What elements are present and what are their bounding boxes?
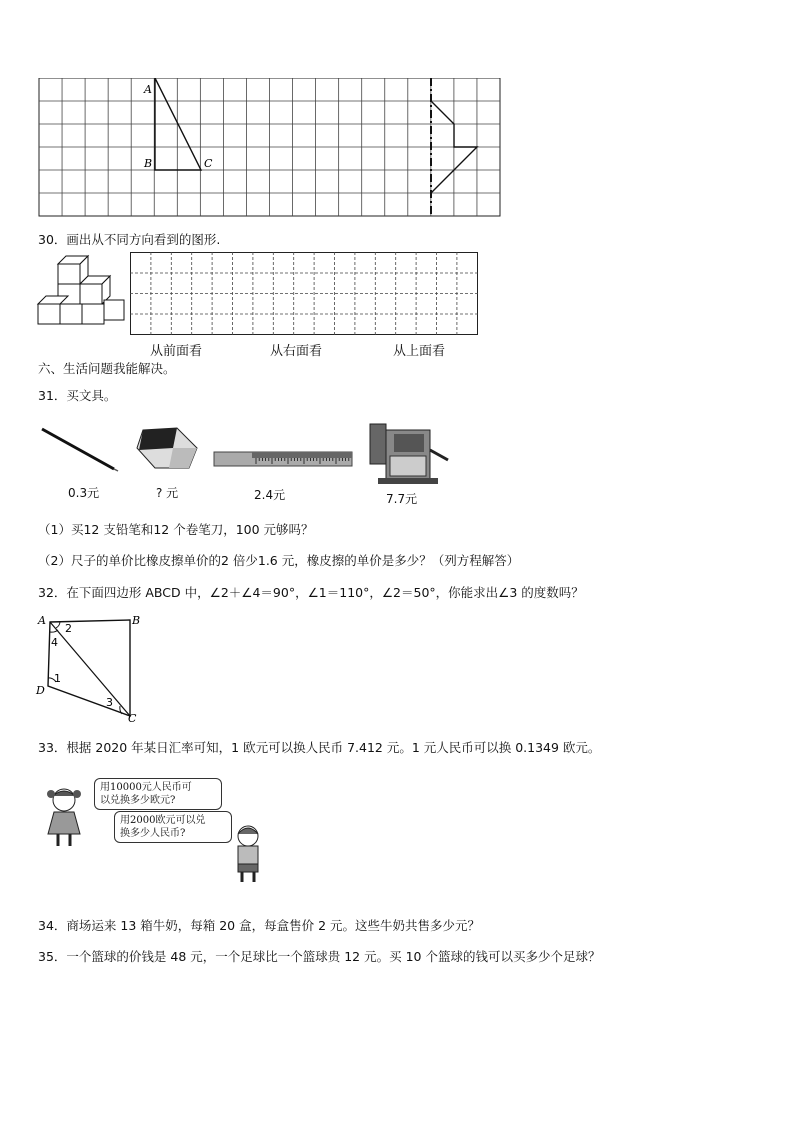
q33-text: 33．根据 2020 年某日汇率可知，1 欧元可以换人民币 7.412 元。1 元人民币可以换 0.1349 欧元。	[38, 740, 601, 755]
bubble2-line1: 用2000欧元可以兑	[120, 815, 206, 826]
price-ruler: 2.4元	[254, 488, 286, 502]
bubble1-line2: 以兑换多少欧元?	[100, 795, 176, 806]
ruler-image	[212, 446, 354, 472]
quadrilateral-abcd	[34, 612, 150, 724]
boy-speech-bubble	[114, 811, 232, 843]
label-c: C	[204, 157, 213, 170]
drawing-grid	[130, 252, 479, 336]
price-sharpener: 7.7元	[386, 492, 418, 506]
q32-text: 32．在下面四边形 ABCD 中，∠2＋∠4＝90°，∠1＝110°，∠2＝50°，你能求出∠3 的度数吗？	[38, 585, 584, 600]
transform-grid	[38, 78, 502, 218]
q35-text: 35．一个篮球的价钱是 48 元，一个足球比一个篮球贵 12 元。买 10 个篮球的钱可以买多少个足球？	[38, 949, 601, 964]
angle-4: 4	[51, 636, 58, 649]
q30-text: 30．画出从不同方向看到的图形.	[38, 232, 221, 247]
angle-2: 2	[65, 622, 72, 635]
q34-text: 34．商场运来 13 箱牛奶，每箱 20 盒，每盒售价 2 元。这些牛奶共售多少元？	[38, 918, 481, 933]
pencil-image	[40, 425, 120, 473]
view-right-label: 从右面看	[270, 344, 323, 359]
angle-3: 3	[106, 696, 113, 709]
section6-title: 六、生活问题我能解决。	[38, 361, 176, 376]
label-b: B	[144, 157, 153, 170]
q31-sub1: （1）买12 支铅笔和12 个卷笔刀，100 元够吗？	[38, 522, 314, 537]
eraser-image	[133, 426, 201, 472]
view-front-label: 从前面看	[150, 344, 203, 359]
label-a: A	[144, 83, 152, 96]
vertex-b: B	[132, 614, 141, 627]
girl-speech-bubble	[94, 778, 222, 810]
cube-stack	[36, 252, 128, 327]
girl-figure	[40, 786, 90, 852]
vertex-d: D	[36, 684, 45, 697]
q31-title: 31．买文具。	[38, 388, 117, 403]
price-eraser: ? 元	[156, 486, 179, 500]
view-top-label: 从上面看	[393, 344, 446, 359]
boy-figure	[228, 822, 268, 886]
angle-1: 1	[54, 672, 61, 685]
sharpener-image	[366, 420, 454, 488]
bubble1-line1: 用10000元人民币可	[100, 782, 192, 793]
vertex-c: C	[128, 712, 137, 724]
bubble2-line2: 换多少人民币?	[120, 828, 186, 839]
vertex-a: A	[38, 614, 46, 627]
price-pencil: 0.3元	[68, 486, 100, 500]
q31-sub2: （2）尺子的单价比橡皮擦单价的2 倍少1.6 元，橡皮擦的单价是多少？（列方程解答）	[38, 553, 520, 568]
